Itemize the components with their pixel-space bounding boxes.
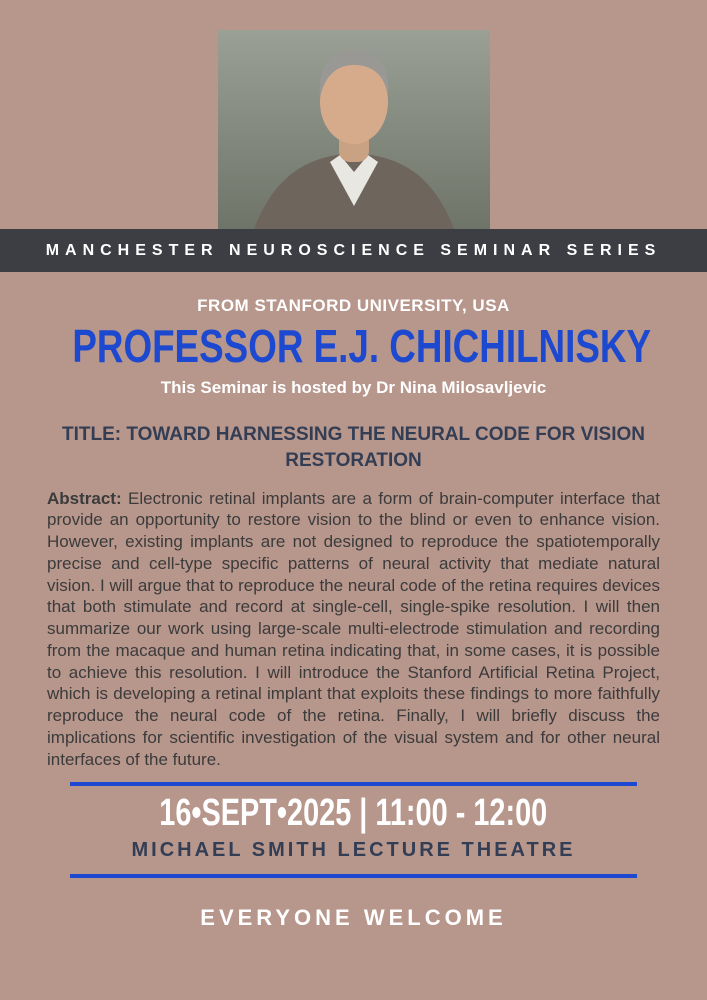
- series-banner-title: MANCHESTER NEUROSCIENCE SEMINAR SERIES: [45, 241, 662, 259]
- divider-line-bottom: [70, 874, 637, 878]
- event-datetime-text: 16•SEPT•2025 | 11:00 - 12:00: [159, 792, 548, 835]
- series-banner: [0, 229, 707, 272]
- talk-title: TITLE: TOWARD HARNESSING THE NEURAL CODE FOR VISION RESTORATION: [61, 424, 646, 471]
- speaker-name: [0, 322, 707, 370]
- event-datetime: [0, 794, 707, 834]
- event-venue: MICHAEL SMITH LECTURE THEATRE: [131, 839, 576, 862]
- speaker-photo: [218, 30, 490, 229]
- divider-line-top: [70, 782, 637, 786]
- welcome-message: EVERYONE WELCOME: [200, 905, 507, 931]
- abstract-paragraph: [47, 488, 660, 771]
- speaker-portrait-illustration: [218, 30, 490, 229]
- abstract-body: Electronic retinal implants are a form of brain-computer interface that provide an opportunity to restore vision to the blind or even to enhance vision. However, existing implants are not designed to reproduce the spatiotemporally precise and cell-type specific patterns of neural activity that mediate natural vision. I will argue that to reproduce the neural code of the retina requires devices that both stimulate and record at single-cell, single-spike resolution. I will then summarize our work using large-scale multi-electrode stimulation and recording from the macaque and human retina indicating that, in some cases, it is possible to achieve this resolution. I will introduce the Stanford Artificial Retina Project, which is developing a retinal implant that exploits these findings to more faithfully reproduce the neural code of the retina. Finally, I will briefly discuss the implications for scientific investigation of the visual system and for other neural interfaces of the future.: [47, 488, 660, 769]
- speaker-name-text: PROFESSOR E.J. CHICHILNISKY: [72, 320, 652, 372]
- speaker-affiliation: FROM STANFORD UNIVERSITY, USA: [197, 296, 510, 315]
- host-line: This Seminar is hosted by Dr Nina Milosavljevic: [160, 378, 547, 398]
- abstract-label: Abstract:: [47, 488, 122, 508]
